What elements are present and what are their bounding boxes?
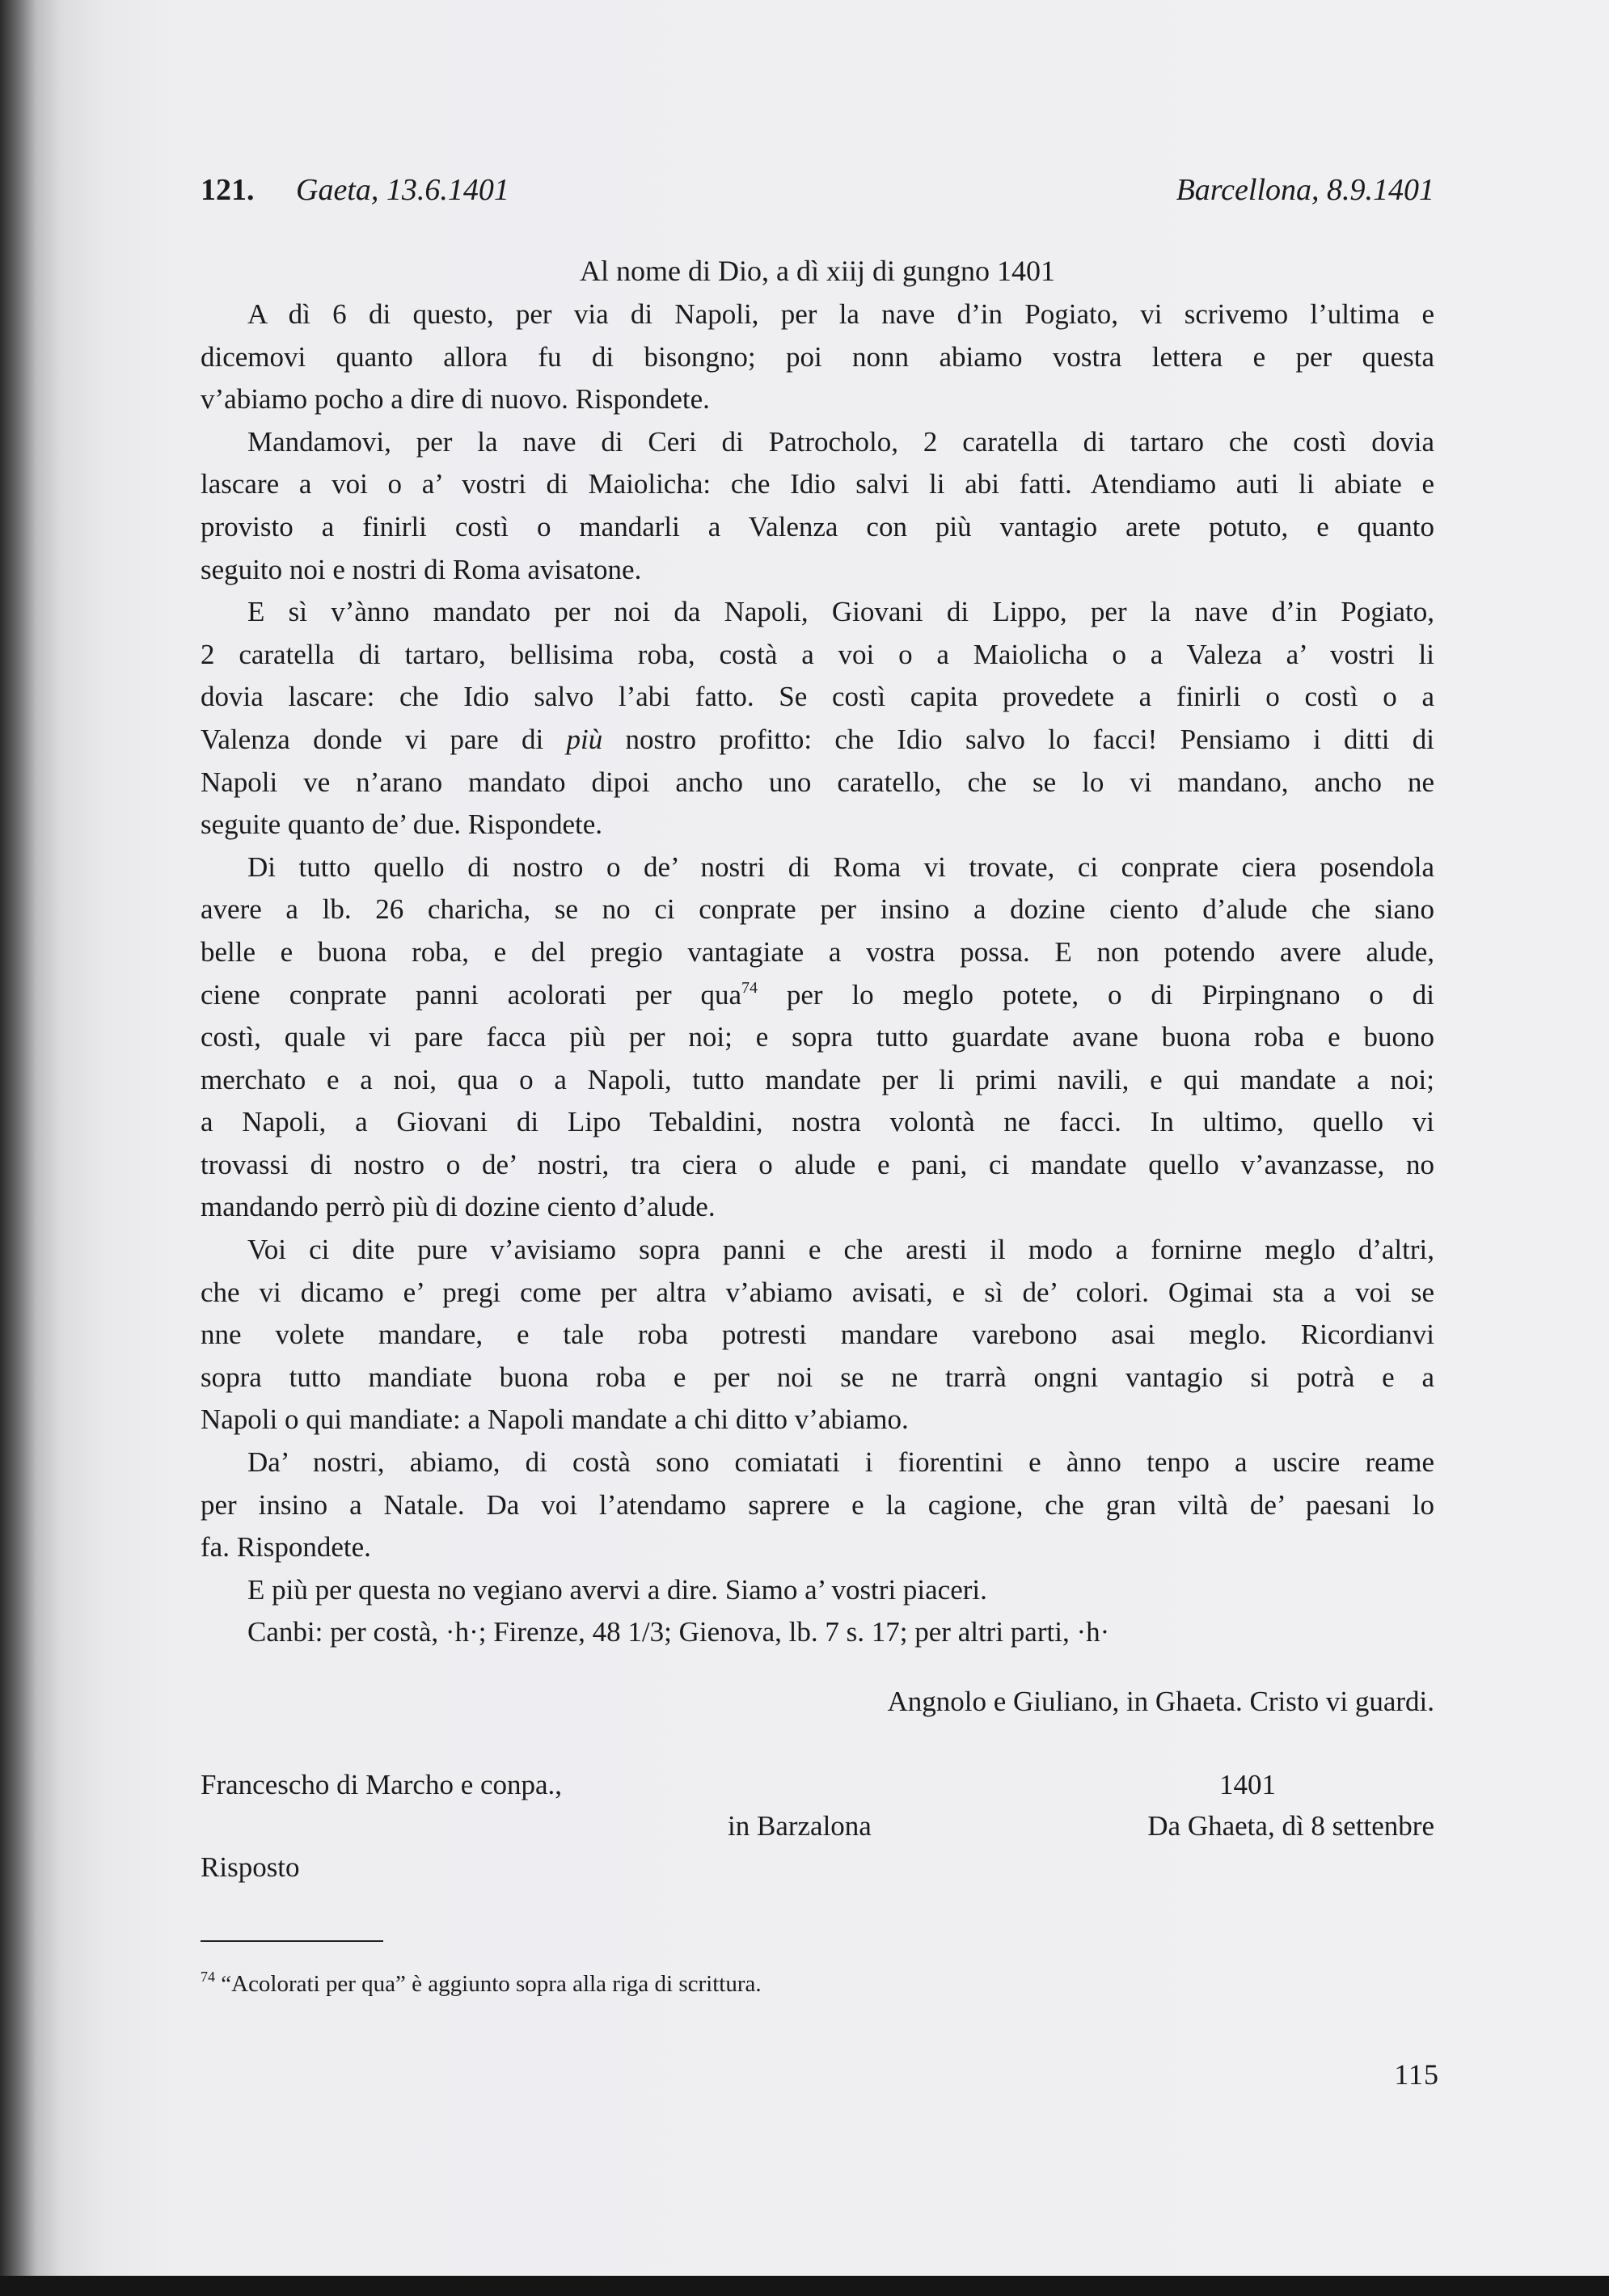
text-line (201, 336, 1434, 379)
text-segment: a Napoli, a Giovani di Lipo Tebaldini, nostra volontà ne facci. In ultimo, quello vi (201, 1106, 1434, 1138)
text-segment: nne volete mandare, e tale roba potresti mandare varebono asai meglo. Ricordianvi (201, 1319, 1434, 1351)
text-line (201, 719, 1434, 762)
text-line (201, 931, 1434, 974)
text-line (201, 1186, 1434, 1229)
text-line (201, 1144, 1434, 1187)
text-segment: più (566, 723, 603, 755)
text-line (201, 1016, 1434, 1059)
text-segment: E più per questa no vegiano avervi a dire. Siamo a’ vostri piaceri. (247, 1573, 987, 1606)
reply-note: Risposto (201, 1851, 300, 1883)
text-segment: fa. Rispondete. (201, 1531, 371, 1564)
text-segment: Mandamovi, per la nave di Ceri di Patrocholo, 2 caratella di tartaro che costì dovia (247, 425, 1434, 458)
address-sent-date: Da Ghaeta, dì 8 settenbre (1147, 1810, 1434, 1842)
footnote (201, 1966, 762, 2002)
text-line (201, 676, 1434, 719)
text-segment: ciene conprate panni acolorati per qua (201, 978, 742, 1011)
text-segment: dovia lascare: che Idio salvo l’abi fatto. Se costì capita provedete a finirli o costì o a (201, 681, 1434, 713)
text-line (201, 1272, 1434, 1315)
text-line (201, 1611, 1434, 1654)
text-segment: belle e buona roba, e del pregio vantagiate a vostra possa. E non potendo avere alude, (201, 935, 1434, 968)
text-segment: seguito noi e nostri di Roma avisatone. (201, 553, 642, 585)
text-segment: costì, quale vi pare facca più per noi; e sopra tutto guardate avane buona roba e buono (201, 1021, 1434, 1053)
text-segment: v’abiamo pocho a dire di nuovo. Rispondete. (201, 383, 710, 416)
text-segment: Di tutto quello di nostro o de’ nostri di Roma vi trovate, ci conprate ciera posendola (247, 850, 1434, 883)
salutation: Al nome di Dio, a dì xiij di gungno 1401 (580, 255, 1055, 287)
page-number: 115 (1394, 2058, 1439, 2091)
letter-body (201, 293, 1434, 1654)
text-segment: sopra tutto mandiate buona roba e per noi se ne trarrà ongni vantagio si potrà e a (201, 1361, 1434, 1393)
text-line (201, 888, 1434, 931)
text-line (201, 293, 1434, 336)
text-line (201, 1229, 1434, 1272)
text-line (201, 1526, 1434, 1569)
address-year: 1401 (1219, 1769, 1276, 1800)
text-line (201, 591, 1434, 634)
text-segment: Napoli o qui mandiate: a Napoli mandate a chi ditto v’abiamo. (201, 1403, 909, 1436)
letter-destination-date: Barcellona, 8.9.1401 (1176, 173, 1434, 207)
text-line (201, 974, 1434, 1017)
text-segment: 2 caratella di tartaro, bellisima roba, costà a voi o a Maiolicha o a Valeza a’ vostri li (201, 638, 1434, 670)
text-line (201, 1569, 1434, 1612)
text-line (201, 1441, 1434, 1484)
text-segment: dicemovi quanto allora fu di bisongno; poi nonn abiamo vostra lettera e per questa (201, 340, 1434, 373)
text-segment: che vi dicamo e’ pregi come per altra v’abiamo avisati, e sì de’ colori. Ogimai sta a voi se (201, 1276, 1434, 1308)
address-place: in Barzalona (728, 1810, 872, 1842)
text-segment: per insino a Natale. Da voi l’atendamo saprere e la cagione, che gran viltà de’ paesani lo (201, 1488, 1434, 1521)
text-line (201, 1059, 1434, 1102)
text-line (201, 549, 1434, 592)
text-segment: lascare a voi o a’ vostri di Maiolicha: che Idio salvi li abi fatti. Atendiamo auti li abiate e (201, 468, 1434, 500)
text-segment: trovassi di nostro o de’ nostri, tra ciera o alude e pani, ci mandate quello v’avanzasse, no (201, 1148, 1434, 1180)
text-line (201, 1357, 1434, 1399)
address-recipient: Francescho di Marcho e conpa., (201, 1769, 563, 1800)
text-segment: Voi ci dite pure v’avisiamo sopra panni e che aresti il modo a fornirne meglo d’altri, (247, 1234, 1434, 1266)
text-segment: avere a lb. 26 charicha, se no ci conprate per insino a dozine ciento d’alude che siano (201, 893, 1434, 926)
text-line (201, 1314, 1434, 1357)
signature: Angnolo e Giuliano, in Ghaeta. Cristo vi guardi. (887, 1686, 1434, 1717)
text-segment: provisto a finirli costì o mandarli a Valenza con più vantagio arete potuto, e quanto (201, 510, 1434, 542)
text-segment: Canbi: per costà, ·h·; Firenze, 48 1/3; Gienova, lb. 7 s. 17; per altri parti, ·h· (247, 1616, 1110, 1648)
text-segment: seguite quanto de’ due. Rispondete. (201, 808, 603, 841)
text-segment: mandando perrò più di dozine ciento d’alude. (201, 1191, 716, 1223)
footnote-ref: 74 (741, 978, 758, 997)
text-line (201, 378, 1434, 421)
text-segment: Napoli ve n’arano mandato dipoi ancho uno caratello, che se lo vi mandano, ancho ne (201, 766, 1434, 798)
text-segment: Valenza donde vi pare di (201, 723, 567, 755)
text-line (201, 506, 1434, 549)
text-segment: A dì 6 di questo, per via di Napoli, per la nave d’in Pogiato, vi scrivemo l’ultima e (247, 298, 1434, 330)
text-line (201, 1484, 1434, 1527)
footnote-text: “Acolorati per qua” è aggiunto sopra alla riga di scrittura. (221, 1971, 762, 1997)
text-line (201, 1399, 1434, 1441)
letter-origin-date: Gaeta, 13.6.1401 (296, 173, 509, 207)
letter-number: 121. (201, 173, 255, 207)
text-segment: Da’ nostri, abiamo, di costà sono comiatati i fiorentini e ànno tenpo a uscire reame (247, 1446, 1434, 1479)
text-line (201, 762, 1434, 804)
text-line (201, 463, 1434, 506)
scan-border (0, 2276, 1609, 2296)
footnote-number: 74 (201, 1969, 215, 1985)
footnote-rule (201, 1940, 383, 1942)
text-line (201, 1101, 1434, 1144)
text-segment: per lo meglo potete, o di Pirpingnano o di (758, 978, 1434, 1011)
text-segment: merchato e a noi, qua o a Napoli, tutto mandate per li primi navili, e qui mandate a noi; (201, 1063, 1434, 1095)
text-line (201, 634, 1434, 677)
text-line (201, 804, 1434, 846)
text-segment: nostro profitto: che Idio salvo lo facci! Pensiamo i ditti di (602, 723, 1434, 755)
text-line (201, 421, 1434, 464)
text-line (201, 846, 1434, 889)
text-segment: E sì v’ànno mandato per noi da Napoli, Giovani di Lippo, per la nave d’in Pogiato, (247, 596, 1434, 628)
